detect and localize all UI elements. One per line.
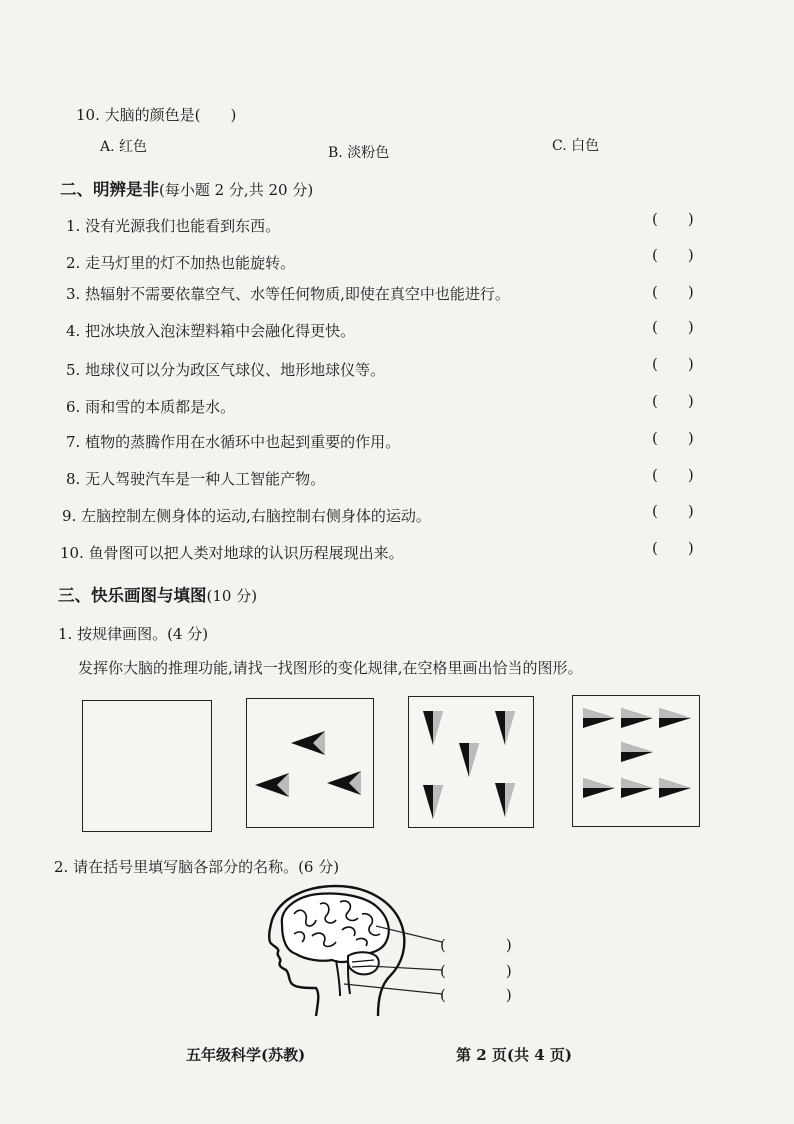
triangle-icon bbox=[621, 708, 653, 728]
pattern-box-blank[interactable] bbox=[82, 700, 212, 832]
down-triangles-figure bbox=[409, 697, 533, 827]
judgement-item-8: 8. 无人驾驶汽车是一种人工智能产物。 bbox=[66, 470, 326, 488]
brain-answer-paren-2[interactable]: ( ) bbox=[440, 962, 512, 980]
option-a: A. 红色 bbox=[100, 139, 148, 155]
brain-question-title: 2. 请在括号里填写脑各部分的名称。(6 分) bbox=[54, 858, 340, 876]
leader-line-cerebellum bbox=[368, 966, 442, 970]
footer-page-number: 第 2 页(共 4 页) bbox=[456, 1046, 572, 1064]
pattern-question-desc: 发挥你大脑的推理功能,请找一找图形的变化规律,在空格里画出恰当的图形。 bbox=[78, 659, 583, 677]
cerebrum-icon bbox=[282, 894, 389, 963]
section-3-heading bbox=[58, 582, 257, 606]
left-triangles-figure bbox=[247, 699, 373, 827]
leader-line-brainstem bbox=[344, 984, 442, 994]
section-2-title: 二、明辨是非 bbox=[60, 180, 159, 199]
section-2-heading bbox=[60, 176, 313, 200]
triangle-icon bbox=[423, 711, 443, 745]
triangle-icon bbox=[459, 743, 479, 777]
triangle-icon bbox=[495, 783, 515, 817]
cerebellum-icon bbox=[348, 952, 379, 974]
triangle-icon bbox=[621, 742, 653, 762]
answer-paren-5[interactable]: ( ) bbox=[652, 355, 694, 373]
section-3-title: 三、快乐画图与填图 bbox=[58, 586, 207, 605]
answer-paren-3[interactable]: ( ) bbox=[652, 283, 694, 301]
option-c: C. 白色 bbox=[552, 138, 600, 154]
footer-subject: 五年级科学(苏教) bbox=[186, 1046, 306, 1064]
brainstem-icon bbox=[336, 960, 350, 996]
judgement-item-4: 4. 把冰块放入泡沫塑料箱中会融化得更快。 bbox=[66, 322, 356, 340]
answer-paren-1[interactable]: ( ) bbox=[652, 210, 694, 228]
pattern-box-5-triangles bbox=[408, 696, 534, 828]
triangle-icon bbox=[583, 778, 615, 798]
judgement-item-5: 5. 地球仪可以分为政区气球仪、地形地球仪等。 bbox=[66, 361, 386, 379]
triangle-icon bbox=[583, 708, 615, 728]
judgement-item-10: 10. 鱼骨图可以把人类对地球的认识历程展现出来。 bbox=[60, 544, 404, 562]
judgement-item-3: 3. 热辐射不需要依靠空气、水等任何物质,即使在真空中也能进行。 bbox=[66, 285, 510, 303]
answer-paren-4[interactable]: ( ) bbox=[652, 318, 694, 336]
brain-answer-paren-3[interactable]: ( ) bbox=[440, 986, 512, 1004]
question-10: 10. 大脑的颜色是( ) bbox=[76, 106, 237, 124]
option-b: B. 淡粉色 bbox=[328, 145, 390, 161]
answer-paren-7[interactable]: ( ) bbox=[652, 429, 694, 447]
answer-paren-6[interactable]: ( ) bbox=[652, 392, 694, 410]
judgement-item-6: 6. 雨和雪的本质都是水。 bbox=[66, 398, 236, 416]
section-3-points: (10 分) bbox=[206, 587, 258, 605]
triangle-icon bbox=[495, 711, 515, 745]
judgement-item-9: 9. 左脑控制左侧身体的运动,右脑控制右侧身体的运动。 bbox=[62, 507, 431, 525]
answer-paren-8[interactable]: ( ) bbox=[652, 466, 694, 484]
judgement-item-1: 1. 没有光源我们也能看到东西。 bbox=[66, 217, 281, 235]
triangle-icon bbox=[423, 785, 443, 819]
answer-paren-9[interactable]: ( ) bbox=[652, 502, 694, 520]
answer-paren-2[interactable]: ( ) bbox=[652, 246, 694, 264]
pattern-box-7-triangles bbox=[572, 695, 700, 827]
triangle-icon bbox=[659, 708, 691, 728]
judgement-item-2: 2. 走马灯里的灯不加热也能旋转。 bbox=[66, 254, 296, 272]
pattern-box-3-triangles bbox=[246, 698, 374, 828]
triangle-icon bbox=[621, 778, 653, 798]
section-2-points: (每小题 2 分,共 20 分) bbox=[159, 181, 314, 199]
judgement-item-7: 7. 植物的蒸腾作用在水循环中也起到重要的作用。 bbox=[66, 433, 401, 451]
right-triangles-figure bbox=[573, 696, 699, 826]
answer-paren-10[interactable]: ( ) bbox=[652, 539, 694, 557]
pattern-question-title: 1. 按规律画图。(4 分) bbox=[58, 625, 209, 643]
brain-answer-paren-1[interactable]: ( ) bbox=[440, 936, 512, 954]
triangle-icon bbox=[659, 778, 691, 798]
